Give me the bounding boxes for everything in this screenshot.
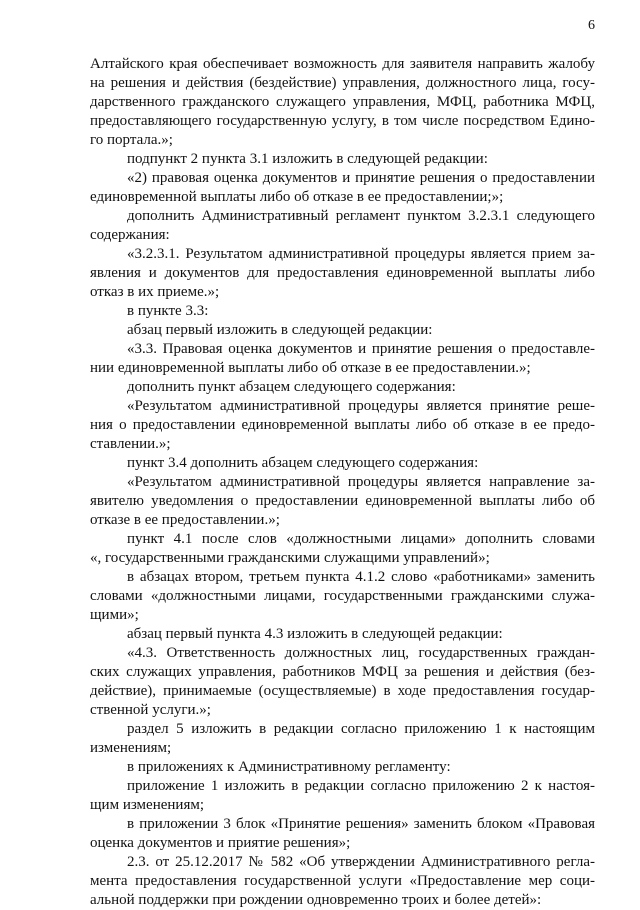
text-line: мента предоставления государственной услуги «Предоставление мер соци-	[90, 873, 595, 889]
text-line: ставлении.»;	[90, 436, 171, 452]
text-line: Алтайского края обеспечивает возможность для заявителя направить жалобу	[90, 56, 595, 72]
text-line: ственной услуги.»;	[90, 702, 211, 718]
text-line: в абзацах втором, третьем пункта 4.1.2 слово «работниками» заменить	[127, 569, 595, 585]
text-line: подпункт 2 пункта 3.1 изложить в следующей редакции:	[127, 151, 488, 167]
text-line: дополнить пункт абзацем следующего содержания:	[127, 379, 456, 395]
text-line: дополнить Административный регламент пунктом 3.2.3.1 следующего	[127, 208, 595, 224]
text-line: приложение 1 изложить в редакции согласно приложению 2 к настоя-	[127, 778, 595, 794]
text-line: «4.3. Ответственность должностных лиц, государственных граждан-	[127, 645, 595, 661]
text-line: действие), принимаемые (осуществляемые) в ходе предоставления государ-	[90, 683, 595, 699]
text-line: 2.3. от 25.12.2017 № 582 «Об утверждении Административного регла-	[127, 854, 595, 870]
text-line: абзац первый изложить в следующей редакции:	[127, 322, 433, 338]
text-line: дарственного гражданского служащего управления, МФЦ, работника МФЦ,	[90, 94, 595, 110]
text-line: щими»;	[90, 607, 139, 623]
text-line: нии единовременной выплаты либо об отказе в ее предоставлении.»;	[90, 360, 531, 376]
text-line: оценка документов и приятие решения»;	[90, 835, 351, 851]
text-line: альной поддержки при рождении одновременно троих и более детей»:	[90, 892, 542, 908]
text-line: го портала.»;	[90, 132, 173, 148]
text-line: единовременной выплаты либо об отказе в ее предоставлении;»;	[90, 189, 504, 205]
text-line: «3.3. Правовая оценка документов и принятие решения о предоставле-	[127, 341, 595, 357]
text-line: в приложении 3 блок «Принятие решения» заменить блоком «Правовая	[127, 816, 595, 832]
document-body	[90, 55, 595, 910]
text-line: «Результатом административной процедуры является направление за-	[127, 474, 595, 490]
text-line: раздел 5 изложить в редакции согласно приложению 1 к настоящим	[127, 721, 595, 737]
text-line: в приложениях к Административному регламенту:	[127, 759, 451, 775]
text-line: на решения и действия (бездействие) управления, должностного лица, госу-	[90, 75, 595, 91]
text-line: содержания:	[90, 227, 170, 243]
text-line: явления и документов для предоставления единовременной выплаты либо	[90, 265, 595, 281]
page-number: 6	[588, 18, 595, 33]
text-line: абзац первый пункта 4.3 изложить в следующей редакции:	[127, 626, 503, 642]
text-line: ских служащих управления, работников МФЦ за решения и действия (без-	[90, 664, 595, 680]
text-line: «, государственными гражданскими служащими управлений»;	[90, 550, 490, 566]
text-line: изменениям;	[90, 740, 172, 756]
text-line: пункт 4.1 после слов «должностными лицами» дополнить словами	[127, 531, 595, 547]
text-line: «2) правовая оценка документов и принятие решения о предоставлении	[127, 170, 595, 186]
text-line: щим изменениям;	[90, 797, 205, 813]
text-line: предоставляющего государственную услугу, в том числе посредством Едино-	[90, 113, 595, 129]
text-line: «Результатом административной процедуры является принятие реше-	[127, 398, 595, 414]
text-line: в пункте 3.3:	[127, 303, 209, 319]
text-line: «3.2.3.1. Результатом административной процедуры является прием за-	[127, 246, 595, 262]
text-line: отказе в ее предоставлении.»;	[90, 512, 280, 528]
text-line: отказ в их приеме.»;	[90, 284, 220, 300]
text-line: явителю уведомления о предоставлении единовременной выплаты либо об	[90, 493, 595, 509]
text-line: словами «должностными лицами, государственными гражданскими служа-	[90, 588, 595, 604]
text-line: пункт 3.4 дополнить абзацем следующего содержания:	[127, 455, 479, 471]
text-line: ния о предоставлении единовременной выплаты либо об отказе в ее предо-	[90, 417, 595, 433]
